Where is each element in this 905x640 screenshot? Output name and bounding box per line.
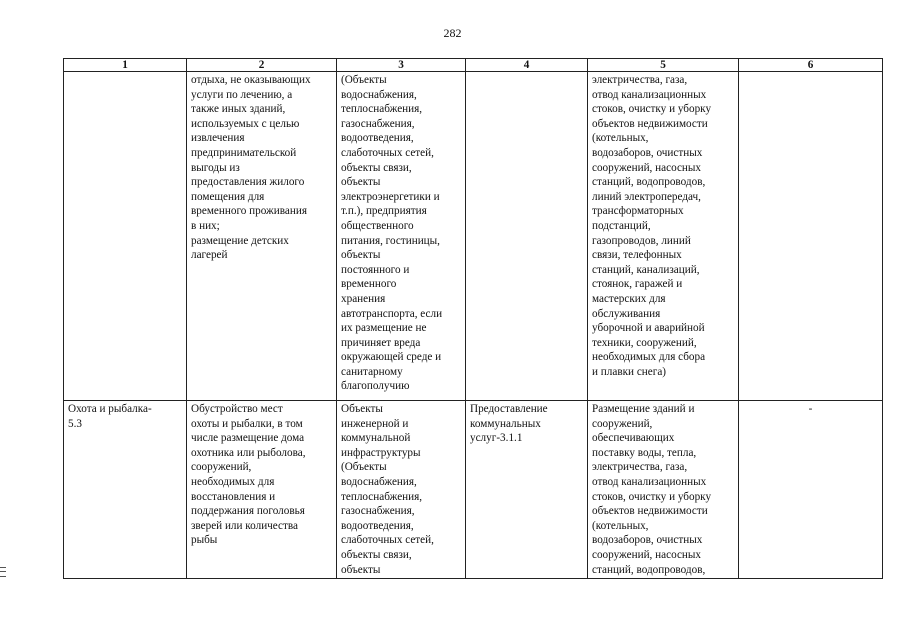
table-cell: электричества, газа, отвод канализационных стоков, очистку и уборку объектов недвижимости (котельных, водозаборов, очистных сооружений, насосных станций, водопроводов, линий электропередач, трансформаторных подстанций, газопроводов, линий связи, телефонных станций, канализаций, стоянок, гаражей и мастерских для обслуживания уборочной и аварийной техники, сооружений, необходимых для сбора и плавки снега) (588, 72, 739, 401)
column-header-5: 5 (588, 59, 739, 72)
table-cell: отдыха, не оказывающих услуги по лечению, а также иных зданий, используемых с целью извлечения предпринимательской выгоды из предоставления жилого помещения для временного проживания в них; размещение детских лагерей (187, 72, 337, 401)
table-cell: Предоставление коммунальных услуг-3.1.1 (466, 401, 588, 579)
margin-mark (0, 571, 6, 572)
column-header-3: 3 (337, 59, 466, 72)
table-row (64, 401, 883, 579)
column-header-6: 6 (739, 59, 883, 72)
table-cell: (Объекты водоснабжения, теплоснабжения, газоснабжения, водоотведения, слаботочных сетей, объекты связи, объекты электроэнергетики и т.п.), предприятия общественного питания, гостиницы, объекты постоянного и временного хранения автотранспорта, если их размещение не причиняет вреда окружающей среде и санитарному благополучию (337, 72, 466, 401)
table-cell: Охота и рыбалка- 5.3 (64, 401, 187, 579)
column-header-1: 1 (64, 59, 187, 72)
table-cell: - (739, 401, 883, 579)
column-header-2: 2 (187, 59, 337, 72)
header-row (64, 59, 883, 72)
column-header-4: 4 (466, 59, 588, 72)
table-cell: Размещение зданий и сооружений, обеспечивающих поставку воды, тепла, электричества, газа, отвод канализационных стоков, очистку и уборку объектов недвижимости (котельных, водозаборов, очистных сооружений, насосных станций, водопроводов, (588, 401, 739, 579)
table-cell: Объекты инженерной и коммунальной инфраструктуры (Объекты водоснабжения, теплоснабжения, газоснабжения, водоотведения, слаботочных сетей, объекты связи, объекты (337, 401, 466, 579)
table-cell (64, 72, 187, 401)
table-row (64, 72, 883, 401)
margin-mark (0, 567, 6, 568)
page-number: 282 (443, 26, 462, 40)
table-cell (466, 72, 588, 401)
regulation-table (63, 58, 883, 579)
margin-mark (0, 576, 6, 577)
table-cell (739, 72, 883, 401)
table-cell: Обустройство мест охоты и рыбалки, в том числе размещение дома охотника или рыболова, сооружений, необходимых для восстановления и поддержания поголовья зверей или количества рыбы (187, 401, 337, 579)
